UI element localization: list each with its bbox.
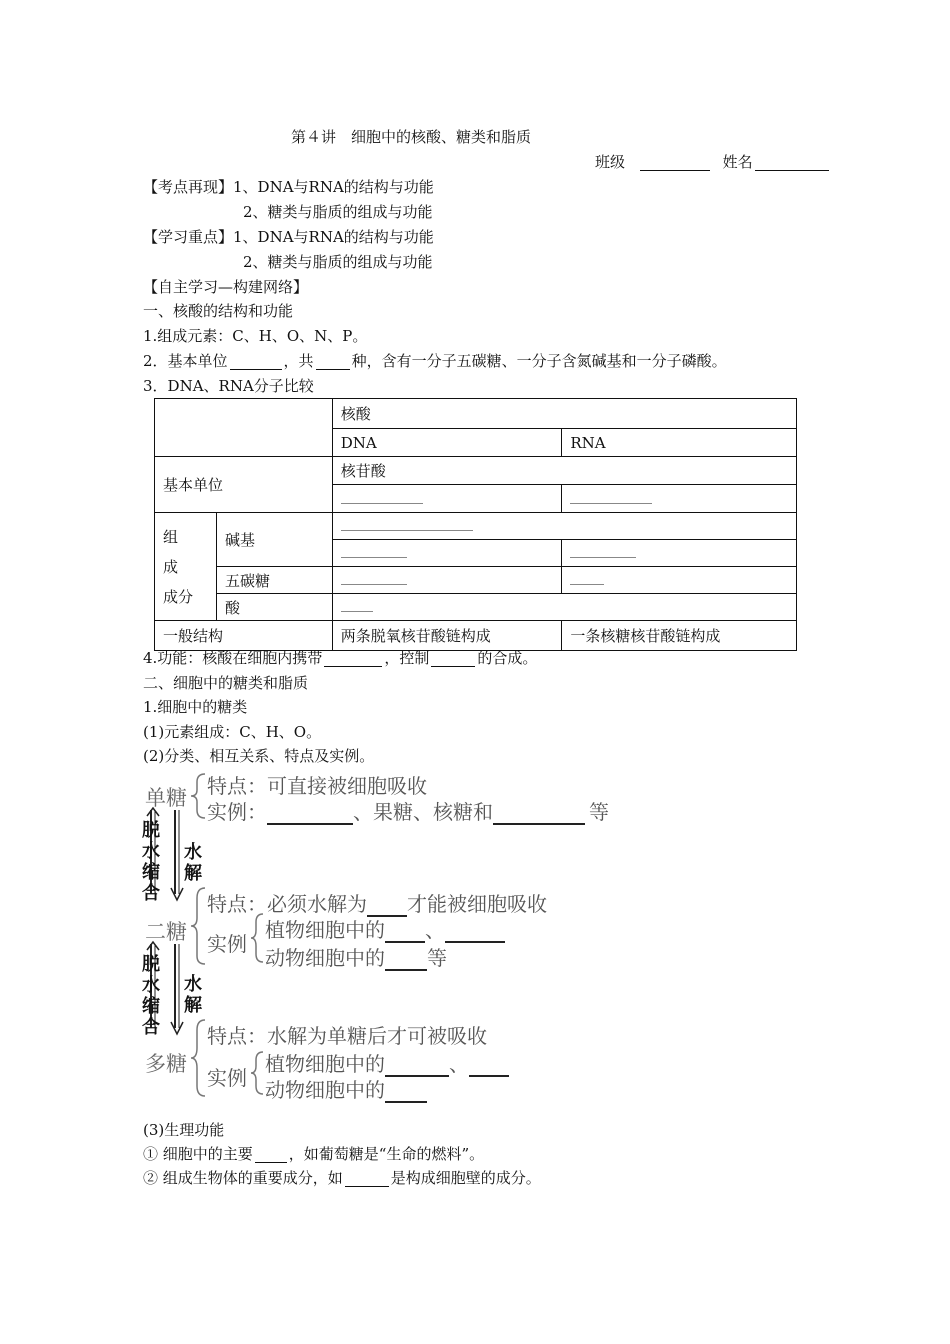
duo-shili-label: 实例 [207,1066,247,1090]
er-tedian-a: 特点：必须水解为 [207,892,367,916]
cell-dna-struct: 两条脱氧核苷酸链构成 [332,621,562,651]
name-blank[interactable] [755,156,829,171]
er-dongwu-text: 动物细胞中的 [265,946,385,970]
p4-text-c: 的合成。 [477,649,538,667]
dna-sugar-blank[interactable] [332,567,562,594]
duo-zhiwu-text: 植物细胞中的 [265,1052,385,1076]
cell-rna-struct: 一条核糖核苷酸链构成 [562,621,797,651]
carry-blank[interactable] [324,652,382,667]
rna-unit-blank[interactable] [562,485,797,513]
acid-blank[interactable] [332,594,796,621]
section3-f2 [143,1169,541,1187]
section1-heading: 一、核酸的结构和功能 [143,302,294,320]
er-zhiwu [265,914,505,943]
duo-dongwu-blank[interactable] [385,1083,427,1103]
er-dongwu-blank[interactable] [385,951,427,971]
energy-blank[interactable] [255,1148,287,1163]
class-label: 班级 [595,153,626,171]
basic-unit-blank[interactable] [230,355,282,370]
section1-p3: 3．DNA、RNA分子比较 [143,377,314,395]
page-title: 第４讲 细胞中的核酸、糖类和脂质 [291,128,532,146]
class-blank[interactable] [640,156,710,171]
er-zhiwu-text: 植物细胞中的 [265,918,385,942]
cell-suan: 酸 [216,594,332,621]
control-blank[interactable] [431,652,475,667]
er-tedian-b: 才能被细胞吸收 [407,892,547,916]
dan-tedian: 特点：可直接被细胞吸收 [207,774,427,798]
cell-yiban: 一般结构 [155,621,333,651]
shuijie-label-2: 水 解 [184,974,202,1016]
er-zhiwu-blank2[interactable] [445,923,505,943]
cell-jianji: 碱基 [216,513,332,567]
function-line [143,649,537,667]
dan-shili-a: 实例： [207,800,267,824]
kaodian-line1 [143,178,434,196]
zhongdian-tag: 【学习重点】 [143,228,234,246]
name-label: 姓名 [722,153,753,171]
p4-text-a: 4.功能：核酸在细胞内携带 [143,649,323,667]
er-dongwu [265,942,447,971]
dan-shili-c: 等 [589,800,609,824]
shuijie-label-1: 水 解 [184,842,202,884]
duo-dongwu-text: 动物细胞中的 [265,1078,385,1102]
ertang-label: 二糖 [145,920,187,944]
p2-text-b: ，共 [283,352,314,370]
f1-text-b: ，如葡萄糖是“生命的燃料”。 [288,1145,485,1163]
kaodian-item1: 1、DNA与RNA的结构与功能 [233,178,434,196]
duo-tedian: 特点：水解为单糖后才可被吸收 [207,1024,487,1048]
common-base-blank[interactable] [332,513,796,540]
duo-zhiwu-blank2[interactable] [469,1057,509,1077]
section1-p2 [143,352,727,370]
cell-wutantang: 五碳糖 [216,567,332,594]
section1-p1: 1.组成元素：C、H、O、N、P。 [143,327,368,345]
cell-hesuan: 核酸 [332,399,796,429]
cell-hegansuan: 核苷酸 [332,457,796,485]
er-dun: 、 [425,918,445,942]
section2-heading: 二、细胞中的糖类和脂质 [143,674,309,692]
sugar-diagram [143,768,613,1103]
dna-rna-table [154,398,797,651]
er-zhiwu-blank1[interactable] [385,923,425,943]
count-blank[interactable] [316,355,350,370]
dna-unit-blank[interactable] [332,485,562,513]
duo-zhiwu [265,1048,509,1077]
cellwall-blank[interactable] [345,1172,389,1187]
duo-dongwu [265,1074,427,1103]
rna-base-blank[interactable] [562,540,797,567]
er-dongwu-b: 等 [427,946,447,970]
table-corner [155,399,333,457]
duo-dun: 、 [449,1052,469,1076]
kaodian-item2: 2、糖类与脂质的组成与功能 [243,203,433,221]
er-shili-label: 实例 [207,932,247,956]
section3-heading: (3)生理功能 [143,1121,225,1139]
duotang-label: 多糖 [145,1052,187,1076]
p2-text-c: 种，含有一分子五碳糖、一分子含氮碱基和一分子磷酸。 [351,352,727,370]
cell-jiben: 基本单位 [155,457,333,513]
chengfen-label: 成分 [163,587,194,606]
glucose-blank[interactable] [267,805,353,825]
f1-text-a: ① 细胞中的主要 [143,1145,253,1163]
dna-base-blank[interactable] [332,540,562,567]
deoxyribose-blank[interactable] [493,805,585,825]
cell-rna: RNA [562,429,797,457]
tuoshui-label-1: 脱 水 缩 合 [142,820,160,904]
dan-shili-b: 、果糖、核糖和 [353,800,493,824]
p2-text-a: 2．基本单位 [143,352,228,370]
er-tedian [207,888,547,917]
dantang-label: 单糖 [145,786,187,810]
section2-s2: (1)元素组成：C、H、O。 [143,723,322,741]
class-name-row [595,153,831,171]
f2-text-a: ② 组成生物体的重要成分，如 [143,1169,343,1187]
zucheng-label: 组 成 [163,527,194,576]
cell-zucheng-chengfen [155,513,217,621]
dan-shili [207,796,609,825]
cell-dna: DNA [332,429,562,457]
f2-text-b: 是构成细胞壁的成分。 [390,1169,541,1187]
rna-sugar-blank[interactable] [562,567,797,594]
p4-text-b: ，控制 [384,649,430,667]
section3-f1 [143,1145,484,1163]
section2-s3: (2)分类、相互关系、特点及实例。 [143,747,375,765]
zhongdian-item2: 2、糖类与脂质的组成与功能 [243,253,433,271]
zhongdian-line1 [143,228,434,246]
tuoshui-label-2: 脱 水 缩 合 [142,954,160,1038]
kaodian-tag: 【考点再现】 [143,178,234,196]
section2-s1: 1.细胞中的糖类 [143,698,248,716]
zizhu-heading: 【自主学习—构建网络】 [143,278,309,296]
zhongdian-item1: 1、DNA与RNA的结构与功能 [233,228,434,246]
